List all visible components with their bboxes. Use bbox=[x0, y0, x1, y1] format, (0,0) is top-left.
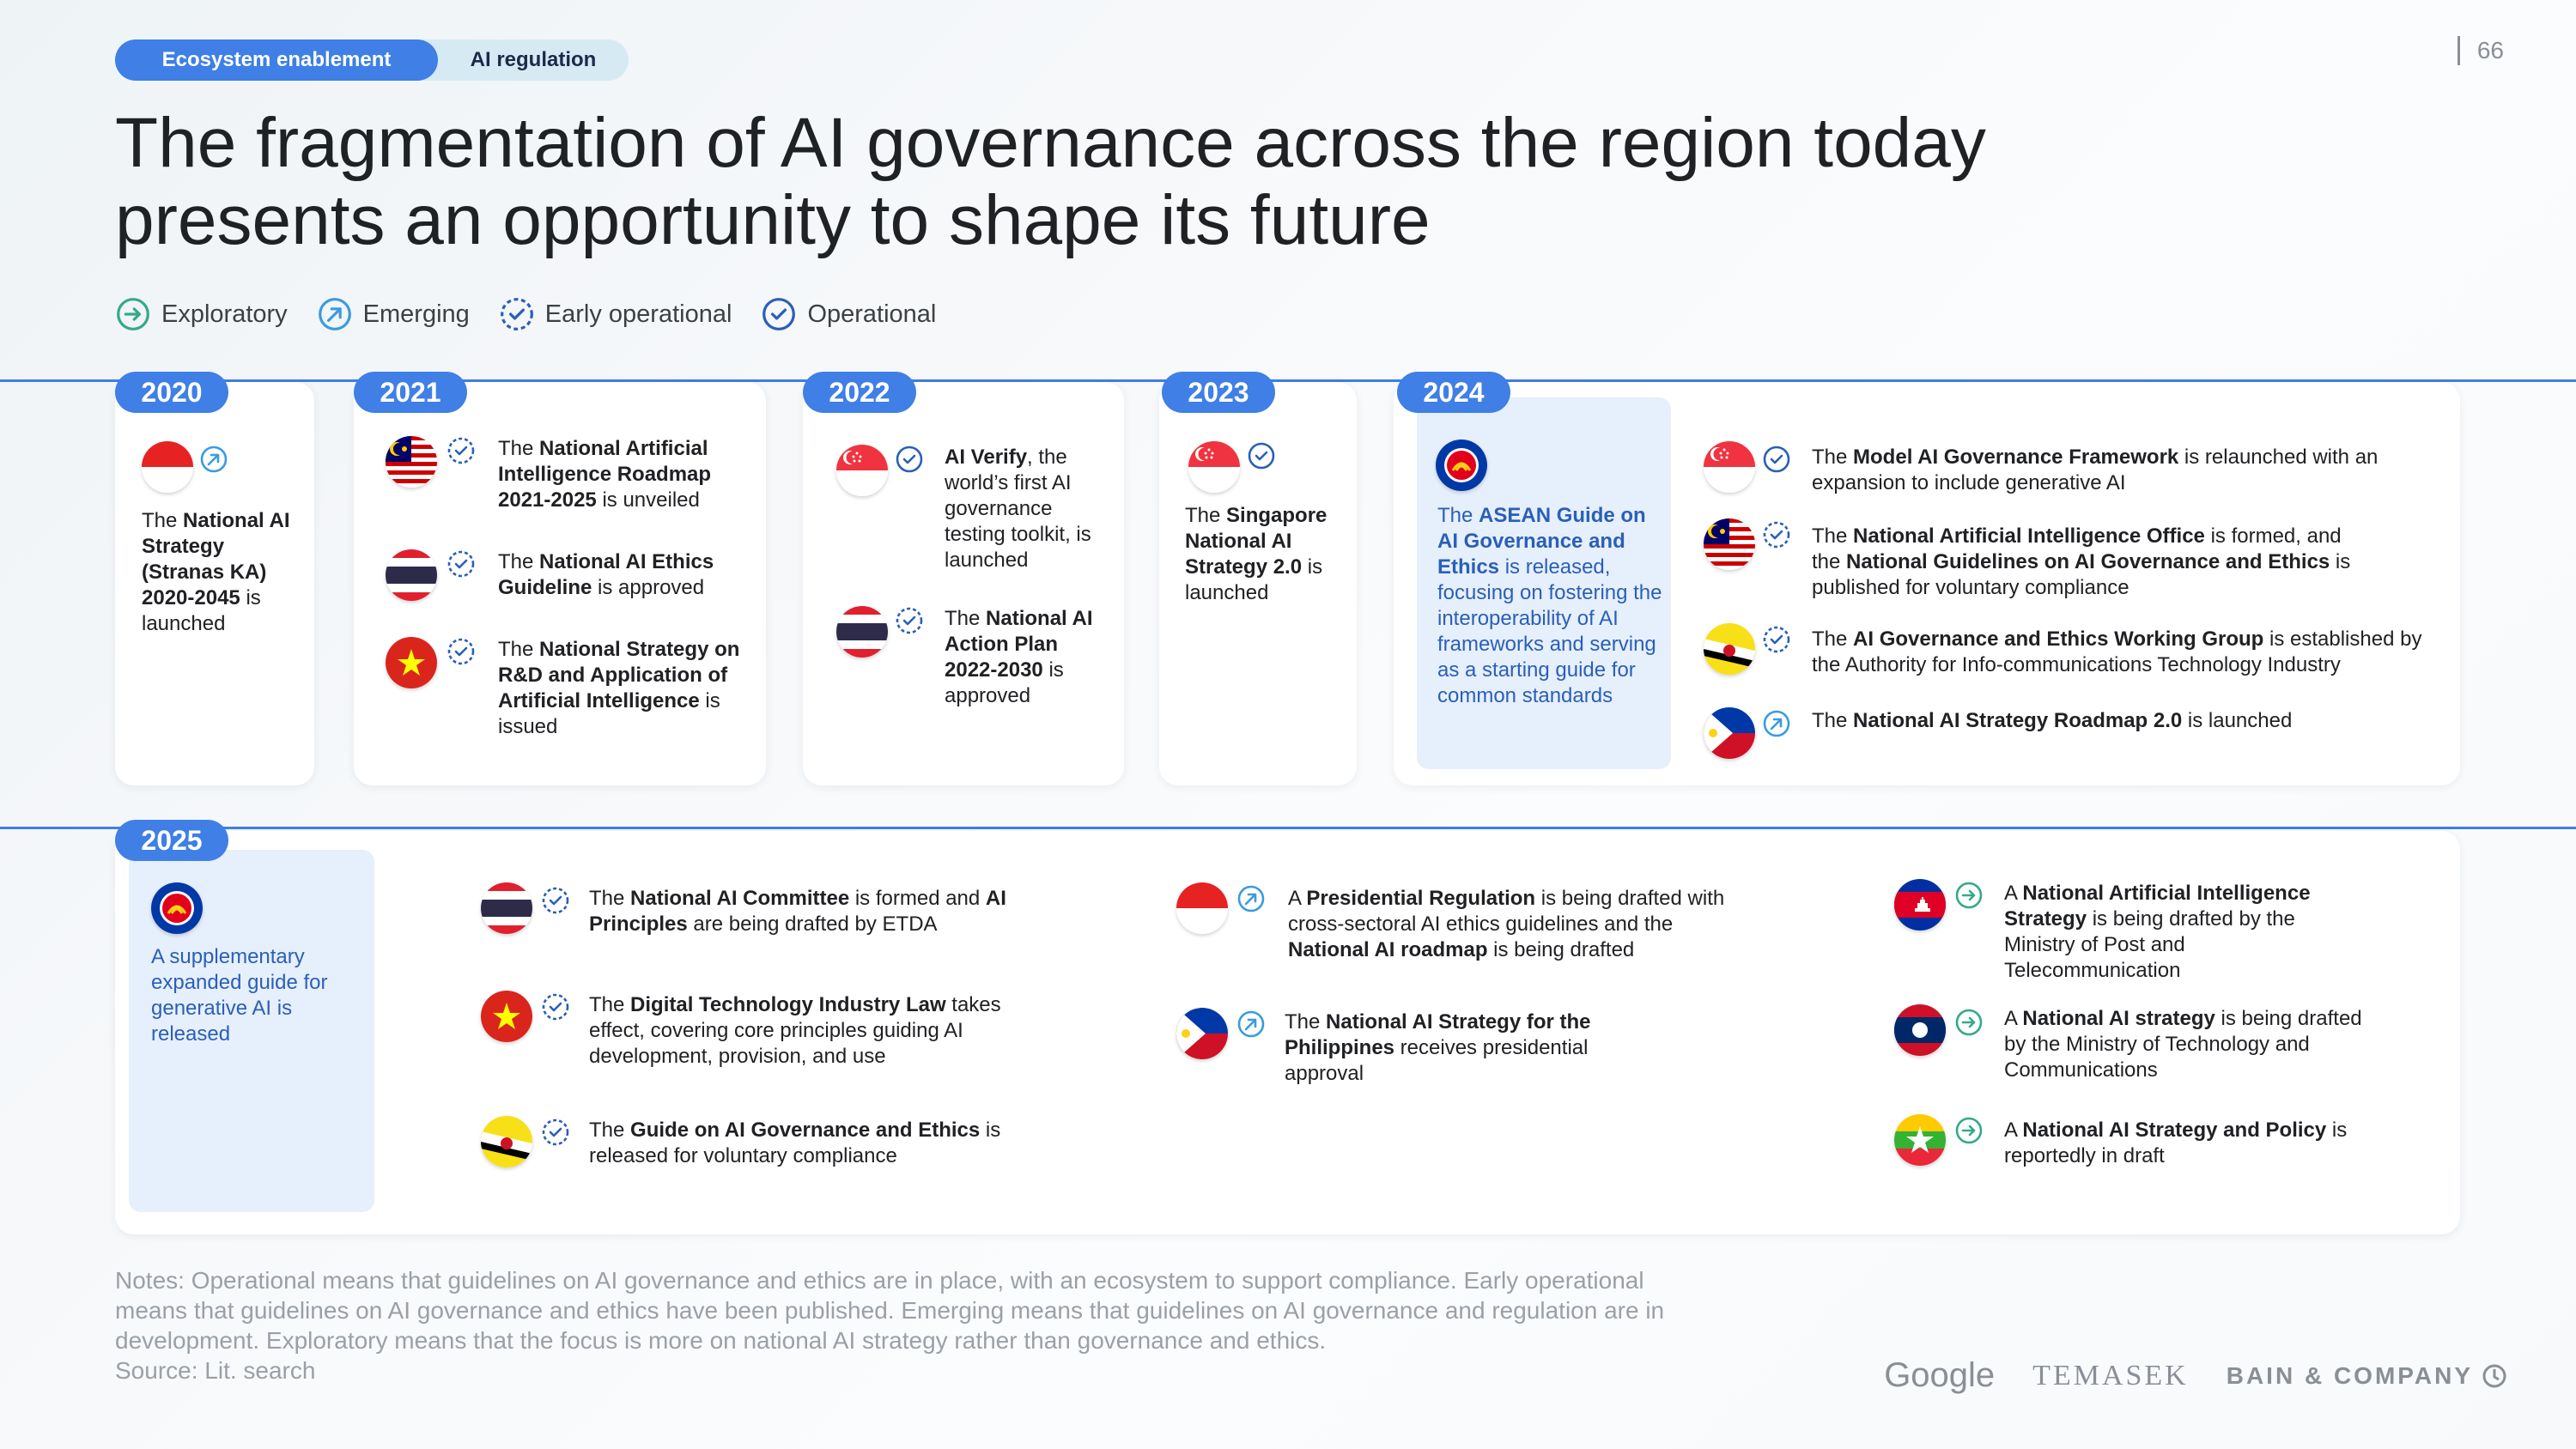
tab-ai-regulation[interactable]: AI regulation bbox=[470, 48, 597, 71]
legend-exploratory-label: Exploratory bbox=[161, 300, 288, 328]
year-2024-pill: 2024 bbox=[1397, 372, 1510, 413]
entry-2021-malaysia: The National Artificial Intelligence Roadmap 2021-2025 is unveiled bbox=[498, 437, 712, 512]
bain-emblem-icon bbox=[2482, 1363, 2507, 1389]
operational-icon bbox=[895, 445, 924, 474]
page-title bbox=[115, 105, 2176, 259]
year-2023-pill: 2023 bbox=[1162, 372, 1275, 413]
notes-text: Notes: Operational means that guidelines on AI governance and ethics are in place, with an ecosystem to support compliance. Early operational means that guidelines on AI governance and ethics have been published. Emerging means that guidelines on AI governance and regulation are in development. Exploratory means that the focus is more on national AI strategy rather than governance and ethics. bbox=[115, 1267, 1665, 1354]
entry-2025-laos: A National AI strategy is being drafted by the Ministry of Technology and Communications bbox=[2004, 1007, 2362, 1082]
legend-exploratory bbox=[115, 296, 288, 332]
entry-2024-philippines: The National AI Strategy Roadmap 2.0 is launched bbox=[1812, 709, 2293, 732]
card-2022 bbox=[803, 382, 1124, 785]
page-number: 66 bbox=[2458, 36, 2504, 65]
early-operational-icon bbox=[499, 296, 535, 332]
cambodia-flag-icon bbox=[1894, 879, 1946, 931]
malaysia-flag-icon bbox=[1704, 518, 1755, 570]
early-operational-icon bbox=[541, 886, 570, 915]
emerging-icon bbox=[317, 296, 353, 332]
philippines-flag-icon bbox=[1704, 707, 1755, 759]
early-operational-icon bbox=[1762, 520, 1791, 549]
thailand-flag-icon bbox=[836, 606, 888, 658]
exploratory-icon bbox=[1954, 1008, 1984, 1037]
operational-icon bbox=[1247, 441, 1276, 470]
timeline-line-bottom bbox=[0, 827, 2576, 829]
google-logo: Google bbox=[1884, 1356, 1996, 1394]
singapore-flag-icon bbox=[836, 445, 888, 496]
legend-emerging-label: Emerging bbox=[362, 300, 470, 328]
entry-2024-singapore: The Model AI Governance Framework is relaunched with an expansion to include generative AI bbox=[1812, 446, 2379, 494]
title-line-2: presents an opportunity to shape its future bbox=[115, 181, 1431, 259]
title-line-1: The fragmentation of AI governance across the region today bbox=[115, 104, 1986, 182]
early-operational-icon bbox=[1762, 625, 1791, 654]
entry-2024-brunei: The AI Governance and Ethics Working Group is established by the Authority for Info-communications Technology Industry bbox=[1812, 627, 2422, 676]
indonesia-flag-icon bbox=[142, 441, 193, 493]
early-operational-icon bbox=[895, 606, 924, 635]
vietnam-flag-icon bbox=[481, 991, 532, 1042]
brunei-flag-icon bbox=[481, 1116, 532, 1167]
partner-logos bbox=[1884, 1356, 2507, 1395]
thailand-flag-icon bbox=[386, 549, 437, 601]
legend-operational bbox=[761, 296, 936, 332]
entry-2021-vietnam: The National Strategy on R&D and Application of Artificial Intelligence is issued bbox=[498, 638, 740, 738]
legend-operational-label: Operational bbox=[807, 300, 937, 328]
entry-2025-thailand: The National AI Committee is formed and AI Principles are being drafted by ETDA bbox=[589, 887, 1006, 936]
malaysia-flag-icon bbox=[386, 436, 437, 488]
footnotes bbox=[115, 1265, 1712, 1385]
year-2021-pill: 2021 bbox=[354, 372, 467, 413]
year-2020-pill: 2020 bbox=[115, 372, 228, 413]
entry-2022-thailand: The National AI Action Plan 2022-2030 is approved bbox=[945, 607, 1093, 707]
year-2025-pill: 2025 bbox=[115, 820, 228, 861]
early-operational-icon bbox=[447, 436, 476, 465]
philippines-flag-icon bbox=[1176, 1008, 1228, 1059]
source-text: Source: Lit. search bbox=[115, 1357, 316, 1384]
entry-2025-indonesia: A Presidential Regulation is being drafted with cross-sectoral AI ethics guidelines and the National AI roadmap is being drafted bbox=[1288, 887, 1725, 961]
myanmar-flag-icon bbox=[1894, 1114, 1946, 1166]
legend-early-operational bbox=[499, 296, 732, 332]
entry-2025-asean: A supplementary expanded guide for generative AI is released bbox=[151, 945, 328, 1046]
asean-emblem-icon bbox=[1436, 440, 1487, 491]
entry-2024-malaysia: The National Artificial Intelligence Office is formed, and the National Guidelines on AI Governance and Ethics is published for voluntary compliance bbox=[1812, 524, 2351, 599]
entry-2025-vietnam: The Digital Technology Industry Law takes effect, covering core principles guiding AI development, provision, and use bbox=[589, 993, 1001, 1068]
entry-2025-brunei: The Guide on AI Governance and Ethics is released for voluntary compliance bbox=[589, 1119, 1001, 1167]
status-legend bbox=[115, 294, 965, 335]
vietnam-flag-icon bbox=[386, 637, 437, 688]
early-operational-icon bbox=[447, 637, 476, 666]
brunei-flag-icon bbox=[1704, 623, 1755, 675]
asean-emblem-icon bbox=[151, 882, 203, 934]
legend-emerging bbox=[317, 296, 470, 332]
early-operational-icon bbox=[541, 1118, 570, 1147]
early-operational-icon bbox=[541, 992, 570, 1022]
entry-2024-asean: The ASEAN Guide on AI Governance and Ethics is released, focusing on fostering the interoperability of AI frameworks and serving as a starting guide for common standards bbox=[1437, 504, 1662, 707]
emerging-icon bbox=[1762, 709, 1791, 738]
bain-logo: BAIN & COMPANY bbox=[2226, 1361, 2473, 1389]
singapore-flag-icon bbox=[1704, 441, 1755, 493]
operational-icon bbox=[1762, 445, 1791, 474]
entry-2022-singapore: AI Verify, the world’s first AI governance testing toolkit, is launched bbox=[945, 446, 1091, 572]
year-2022-pill: 2022 bbox=[803, 372, 916, 413]
emerging-icon bbox=[1236, 1009, 1266, 1039]
exploratory-icon bbox=[115, 296, 151, 332]
entry-2023-singapore: The Singapore National AI Strategy 2.0 is launched bbox=[1185, 504, 1327, 604]
entry-2025-myanmar: A National AI Strategy and Policy is reportedly in draft bbox=[2004, 1119, 2348, 1167]
exploratory-icon bbox=[1954, 1116, 1984, 1145]
emerging-icon bbox=[199, 445, 228, 474]
thailand-flag-icon bbox=[481, 882, 532, 934]
tab-ecosystem-enablement[interactable]: Ecosystem enablement bbox=[115, 39, 438, 81]
emerging-icon bbox=[1236, 884, 1266, 913]
temasek-logo: TEMASEK bbox=[2032, 1359, 2189, 1391]
indonesia-flag-icon bbox=[1176, 882, 1228, 934]
operational-icon bbox=[761, 296, 797, 332]
legend-early-operational-label: Early operational bbox=[544, 300, 732, 328]
entry-2025-philippines: The National AI Strategy for the Philippines receives presidential approval bbox=[1285, 1010, 1591, 1085]
early-operational-icon bbox=[447, 549, 476, 579]
entry-2025-cambodia: A National Artificial Intelligence Strategy is being drafted by the Ministry of Post and Telecommunication bbox=[2004, 882, 2311, 982]
exploratory-icon bbox=[1954, 881, 1984, 910]
laos-flag-icon bbox=[1894, 1004, 1946, 1056]
entry-2020-indonesia: The National AI Strategy (Stranas KA) 2020-2045 is launched bbox=[142, 509, 290, 635]
entry-2021-thailand: The National AI Ethics Guideline is approved bbox=[498, 550, 714, 599]
singapore-flag-icon bbox=[1188, 441, 1240, 493]
